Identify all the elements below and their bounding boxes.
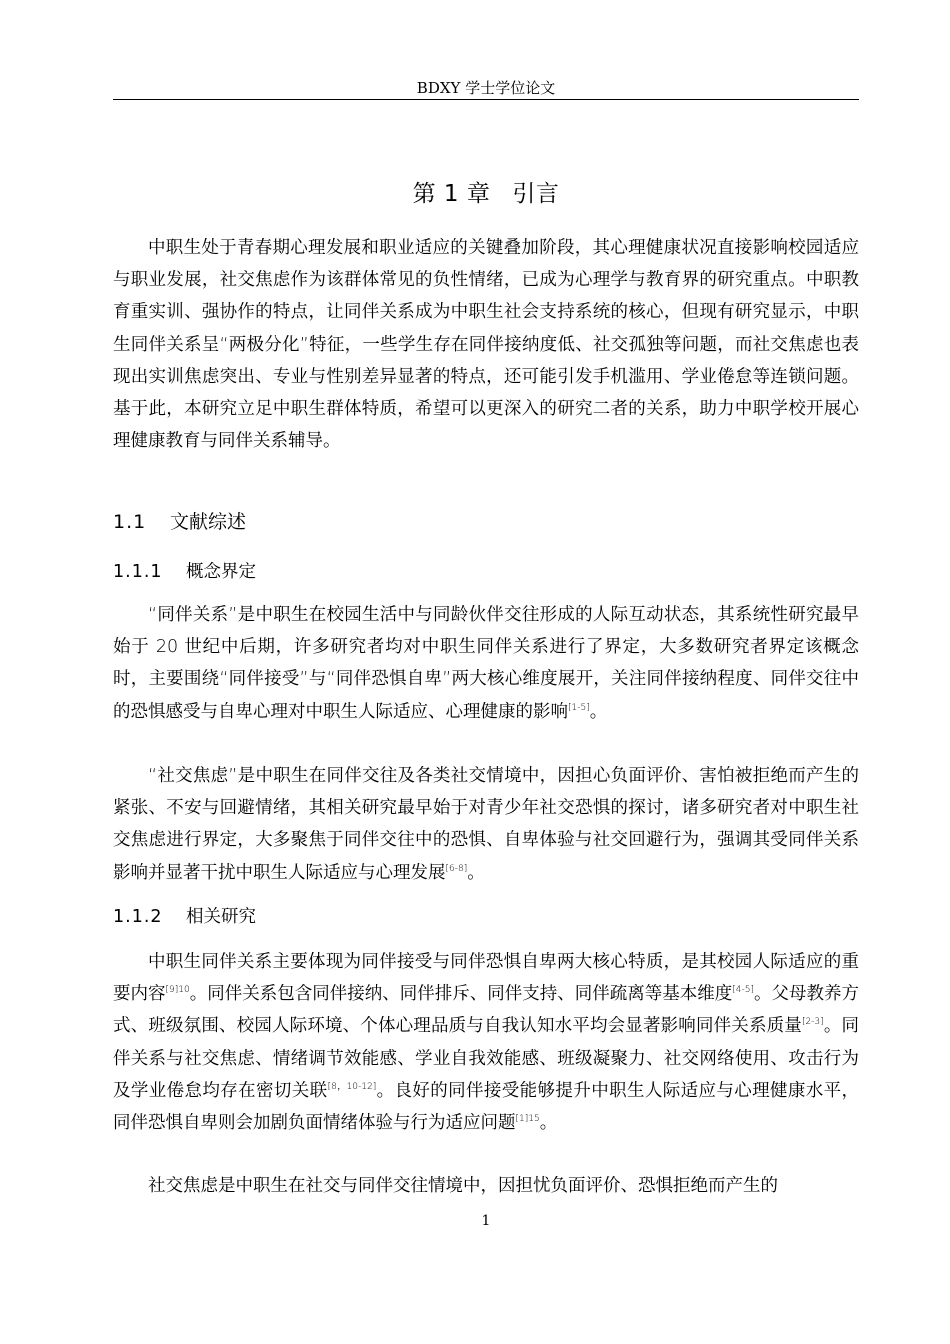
definition-peer-relationship-paragraph — [113, 599, 859, 728]
section-title: 文献综述 — [170, 511, 247, 533]
paragraph-text: 中职生同伴关系主要体现为同伴接受与同伴恐惧自卑两大核心特质，是其校园人际适应的重要内容 — [113, 952, 859, 1005]
paragraph-end: 。 — [589, 701, 608, 722]
section-number: 1.1 — [113, 511, 147, 533]
paragraph-text: “社交焦虑”是中职生在同伴交往及各类社交情境中，因担心负面评价、害怕被拒绝而产生的紧张、不安与回避情绪，其相关研究最早始于对青少年社交恐惧的探讨，诸多研究者对中职生社交焦虑进行界定，大多聚焦于同伴交往中的恐惧、自卑体验与社交回避行为，强调其受同伴关系影响并显著干扰中职生人际适应与心理发展 — [113, 766, 859, 883]
header-rule — [113, 99, 859, 100]
page-number: 1 — [481, 1213, 491, 1229]
related-research-paragraph — [113, 946, 859, 1139]
paragraph-text: 。同伴关系与社交焦虑、情绪调节效能感、学业自我效能感、班级凝聚力、社交网络使用、攻击行为及学业倦怠均存在密切关联 — [113, 1016, 860, 1101]
intro-paragraph: 中职生处于青春期心理发展和职业适应的关键叠加阶段，其心理健康状况直接影响校园适应与职业发展，社交焦虑作为该群体常见的负性情绪，已成为心理学与教育界的研究重点。中职教育重实训、强协作的特点，让同伴关系成为中职生社会支持系统的核心，但现有研究显示，中职生同伴关系呈“两极分化”特征，一些学生存在同伴接纳度低、社交孤独等问题，而社交焦虑也表现出实训焦虑突出、专业与性别差异显著的特点，还可能引发手机滥用、学业倦怠等连锁问题。基于此，本研究立足中职生群体特质，希望可以更深入的研究二者的关系，助力中职学校开展心理健康教育与同伴关系辅导。 — [113, 238, 859, 452]
paragraph-end: 。 — [467, 862, 485, 883]
paragraph-text: 。父母教养方式、班级氛围、校园人际环境、个体心理品质与自我认知水平均会显著影响同伴关系质量 — [113, 984, 860, 1037]
citation: [1-5] — [568, 702, 590, 713]
chapter-title — [113, 178, 859, 210]
citation: [9]10 — [165, 985, 190, 996]
citation: [1]15 — [515, 1114, 540, 1125]
section-number: 1.1.1 — [113, 562, 163, 582]
section-title: 相关研究 — [186, 907, 256, 927]
paragraph-text: “同伴关系”是中职生在校园生活中与同龄伙伴交往形成的人际互动状态，其系统性研究最早始于 20 世纪中后期，许多研究者均对中职生同伴关系进行了界定，大多数研究者界定该概念时，主要围绕“同伴接受”与“同伴恐惧自卑”两大核心维度展开，关注同伴接纳程度、同伴交往中的恐惧感受与自卑心理对中职生人际适应、心理健康的影响 — [113, 605, 859, 722]
citation: [2-3] — [801, 1017, 824, 1028]
paragraph-end: 。 — [539, 1113, 558, 1134]
citation: [4-5] — [732, 985, 754, 996]
paragraph-text: 。同伴关系包含同伴接纳、同伴排斥、同伴支持、同伴疏离等基本维度 — [189, 984, 733, 1005]
paragraph-text: 。良好的同伴接受能够提升中职生人际适应与心理健康水平，同伴恐惧自卑则会加剧负面情绪体验与行为适应问题 — [113, 1080, 860, 1134]
citation: [6-8] — [445, 863, 468, 874]
section-heading-1-1-2 — [113, 905, 859, 929]
definition-social-anxiety-paragraph — [113, 760, 859, 889]
section-heading-1-1-1 — [113, 560, 859, 584]
citation: [8，10-12] — [327, 1081, 377, 1092]
chapter-name: 引言 — [512, 181, 560, 207]
social-anxiety-research-paragraph: 社交焦虑是中职生在社交与同伴交往情境中，因担忧负面评价、恐惧拒绝而产生的 — [148, 1176, 778, 1196]
section-number: 1.1.2 — [113, 907, 163, 927]
section-heading-1-1 — [113, 509, 859, 535]
section-title: 概念界定 — [186, 562, 256, 582]
running-header: BDXY 学士学位论文 — [416, 79, 556, 97]
chapter-number: 第 1 章 — [412, 181, 491, 207]
